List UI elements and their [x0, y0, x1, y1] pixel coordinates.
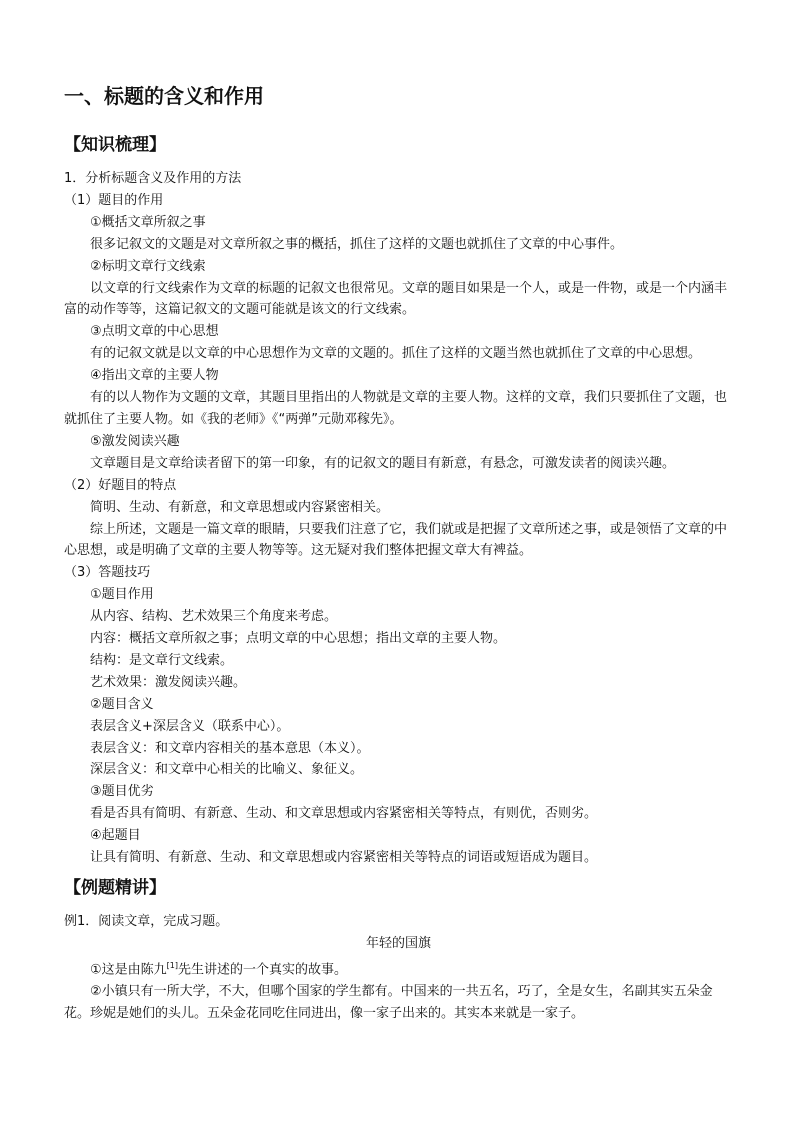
- paragraph: 综上所述，文题是一篇文章的眼睛，只要我们注意了它，我们就或是把握了文章所述之事，或是领悟了文章的中心思想，或是明确了文章的主要人物等等。这无疑对我们整体把握文章大有裨益。: [64, 521, 728, 559]
- paragraph: 有的记叙文就是以文章的中心思想作为文章的文题的。抓住了这样的文题当然也就抓住了文章的中心思想。: [90, 346, 702, 362]
- sub-heading: ②标明文章行文线索: [90, 258, 206, 274]
- paragraph: 表层含义+深层含义（联系中心）。: [90, 718, 290, 734]
- sub-heading: ⑤激发阅读兴趣: [90, 433, 180, 449]
- paragraph: 有的以人物作为文题的文章，其题目里指出的人物就是文章的主要人物。这样的文章，我们只要抓住了文题，也就抓住了主要人物。如《我的老师》《“两弹”元勋邓稼先》。: [64, 390, 728, 427]
- paragraph: 简明、生动、有新意，和文章思想或内容紧密相关。: [90, 499, 390, 515]
- section-heading-examples: 【例题精讲】: [64, 878, 166, 898]
- sub-heading: ③题目优劣: [90, 784, 154, 800]
- paragraph: ②小镇只有一所大学，不大，但哪个国家的学生都有。中国来的一共五名，巧了，全是女生，名副其实五朵金花。珍妮是她们的头儿。五朵金花同吃住同进出，像一家子出来的。其实本来就是一家子。: [64, 984, 713, 1021]
- example-body: [64, 911, 733, 1025]
- footnote-marker[interactable]: [1]: [166, 960, 178, 970]
- example-label: 例1．阅读文章，完成习题。: [64, 914, 229, 929]
- item-heading: （3）答题技巧: [64, 565, 151, 581]
- section-heading-knowledge: 【知识梳理】: [64, 135, 166, 155]
- item-heading: 1．分析标题含义及作用的方法: [64, 171, 242, 186]
- paragraph: 让具有简明、有新意、生动、和文章思想或内容紧密相关等特点的词语或短语成为题目。: [90, 850, 598, 866]
- paragraph: 很多记叙文的文题是对文章所叙之事的概括，抓住了这样的文题也就抓住了文章的中心事件。: [90, 236, 624, 252]
- paragraph: 以文章的行文线索作为文章的标题的记叙文也很常见。文章的题目如果是一个人，或是一件物，或是一个内涵丰富的动作等等，这篇记叙文的文题可能就是该文的行文线索。: [64, 280, 728, 318]
- page-title: 一、标题的含义和作用: [64, 84, 264, 108]
- paragraph: [64, 955, 733, 981]
- sub-heading: ①概括文章所叙之事: [90, 214, 206, 230]
- knowledge-body: [64, 168, 733, 869]
- sub-heading: ④起题目: [90, 828, 141, 844]
- paragraph: 内容：概括文章所叙之事；点明文章的中心思想；指出文章的主要人物。: [90, 631, 507, 647]
- text-run: 先生讲述的一个真实的故事。: [178, 962, 348, 978]
- sub-heading: ②题目含义: [90, 696, 154, 712]
- sub-heading: ①题目作用: [90, 587, 154, 603]
- paragraph: 文章题目是文章给读者留下的第一印象，有的记叙文的题目有新意，有悬念，可激发读者的阅读兴趣。: [90, 455, 676, 471]
- article-title: 年轻的国旗: [365, 935, 431, 951]
- text-run: ①这是由陈九: [90, 962, 167, 978]
- sub-heading: ③点明文章的中心思想: [90, 324, 219, 340]
- item-heading: （2）好题目的特点: [64, 477, 177, 493]
- paragraph: 结构：是文章行文线索。: [90, 652, 234, 668]
- paragraph: 艺术效果：激发阅读兴趣。: [90, 674, 247, 690]
- paragraph: 从内容、结构、艺术效果三个角度来考虑。: [90, 609, 338, 625]
- paragraph: 看是否具有简明、有新意、生动、和文章思想或内容紧密相关等特点，有则优，否则劣。: [90, 806, 598, 822]
- sub-heading: ④指出文章的主要人物: [90, 368, 219, 384]
- paragraph: 深层含义：和文章中心相关的比喻义、象征义。: [90, 762, 364, 778]
- paragraph: 表层含义：和文章内容相关的基本意思（本义）。: [90, 740, 370, 756]
- item-heading: （1）题目的作用: [64, 192, 164, 208]
